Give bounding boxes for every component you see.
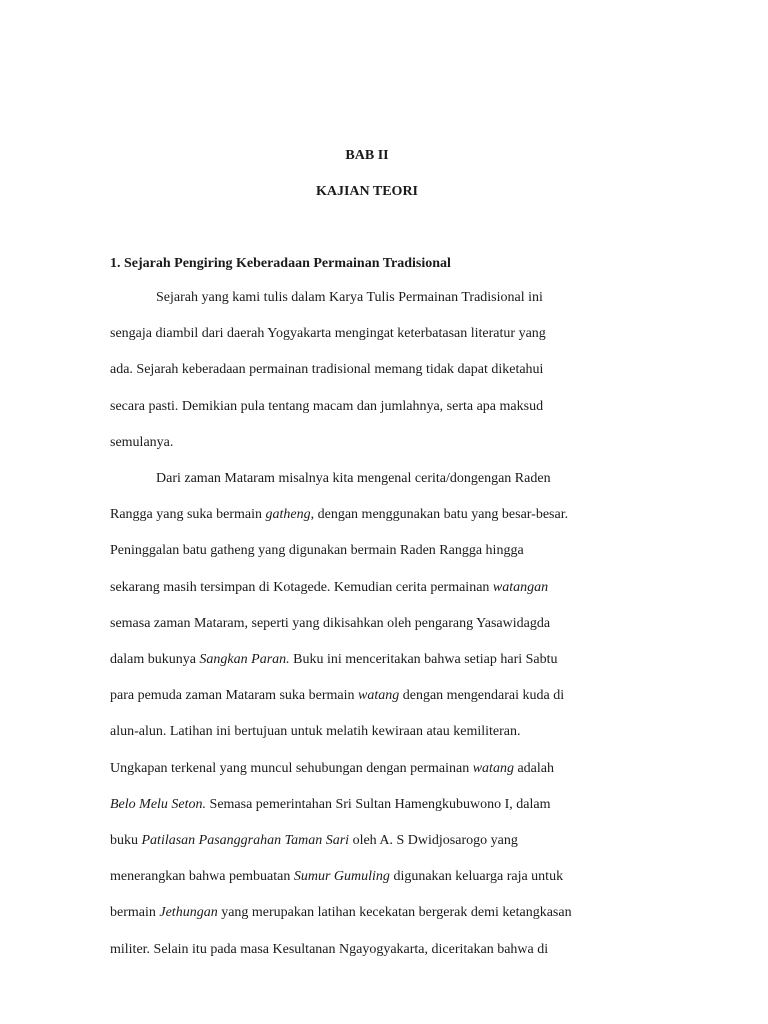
text-segment: , dengan menggunakan batu yang besar-besar. <box>310 507 569 523</box>
text-line <box>110 541 524 561</box>
text-line <box>110 505 568 525</box>
italic-term: watang <box>472 760 514 776</box>
text-segment: Ungkapan terkenal yang muncul sehubungan dengan permainan <box>110 760 473 776</box>
text-line <box>110 759 554 779</box>
text-line <box>110 650 558 670</box>
chapter-title: KAJIAN TEORI <box>315 184 419 199</box>
text-segment: militer. Selain itu pada masa Kesultanan Ngayogyakarta, diceritakan bahwa di <box>110 941 549 957</box>
text-segment: semasa zaman Mataram, seperti yang dikisahkan oleh pengarang Yasawidagda <box>110 615 551 631</box>
italic-term: watang <box>358 688 400 704</box>
text-line <box>110 360 543 380</box>
section-heading: 1. Sejarah Pengiring Keberadaan Permainan Tradisional <box>110 256 451 271</box>
text-segment: secara pasti. Demikian pula tentang macam dan jumlahnya, serta apa maksud <box>110 398 544 414</box>
text-line <box>110 722 521 742</box>
text-segment: yang merupakan latihan kecekatan bergerak demi ketangkasan <box>217 905 572 921</box>
text-segment: digunakan keluarga raja untuk <box>389 869 564 885</box>
chapter-number: BAB II <box>345 148 389 163</box>
text-segment: menerangkan bahwa pembuatan <box>110 869 294 885</box>
text-line <box>110 614 550 634</box>
text-segment: Dari zaman Mataram misalnya kita mengenal cerita/dongengan Raden <box>156 471 551 486</box>
text-line <box>156 288 543 308</box>
text-line <box>110 433 173 453</box>
text-line <box>110 324 546 344</box>
italic-term: Jethungan <box>159 905 218 921</box>
text-segment: ada. Sejarah keberadaan permainan tradisional memang tidak dapat diketahui <box>110 362 544 378</box>
italic-term: gatheng <box>265 507 311 523</box>
text-segment: buku <box>110 833 142 848</box>
text-line <box>110 397 543 417</box>
italic-term: Sangkan Paran. <box>199 652 290 667</box>
italic-term: Patilasan Pasanggrahan Taman Sari <box>141 833 350 848</box>
text-line <box>110 831 518 851</box>
text-segment: sengaja diambil dari daerah Yogyakarta mengingat keterbatasan literatur yang <box>110 326 546 342</box>
text-segment: para pemuda zaman Mataram suka bermain <box>110 688 359 704</box>
text-line <box>110 686 564 706</box>
text-segment: Sejarah yang kami tulis dalam Karya Tulis Permainan Tradisional ini <box>156 290 543 305</box>
text-segment: adalah <box>513 760 554 776</box>
text-line <box>110 578 548 598</box>
text-segment: sekarang masih tersimpan di Kotagede. Kemudian cerita permainan <box>110 579 493 595</box>
text-segment: bermain <box>110 905 160 921</box>
italic-term: Belo Melu Seton. <box>110 796 207 812</box>
text-segment: dalam bukunya <box>110 652 200 667</box>
text-line <box>156 469 551 489</box>
text-line <box>110 795 551 815</box>
text-segment: oleh A. S Dwidjosarogo yang <box>349 833 518 848</box>
italic-term: watangan <box>492 579 549 595</box>
text-line <box>110 867 563 887</box>
text-segment: Buku ini menceritakan bahwa setiap hari Sabtu <box>289 652 558 667</box>
text-segment: dengan mengendarai kuda di <box>399 688 565 704</box>
text-segment: Semasa pemerintahan Sri Sultan Hamengkubuwono I, dalam <box>206 796 551 812</box>
text-segment: Peninggalan batu gatheng yang digunakan bermain Raden Rangga hingga <box>110 543 524 559</box>
text-segment: Rangga yang suka bermain <box>110 507 266 523</box>
text-segment: alun-alun. Latihan ini bertujuan untuk melatih kewiraan atau kemiliteran. <box>110 724 521 740</box>
italic-term: Sumur Gumuling <box>293 869 390 885</box>
text-line <box>110 903 572 923</box>
text-line <box>110 940 548 960</box>
text-segment: semulanya. <box>110 434 174 450</box>
